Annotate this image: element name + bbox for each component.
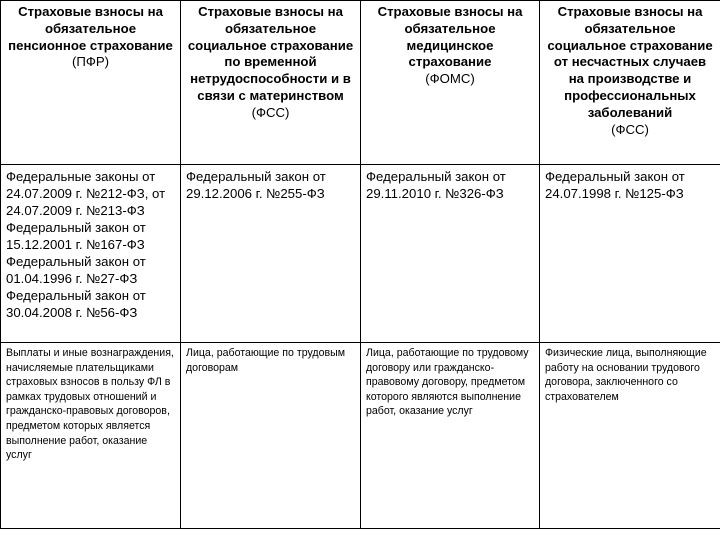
header-title: Страховые взносы на обязательное медицинское страхование xyxy=(377,4,523,70)
header-abbr: (ФСС) xyxy=(251,104,290,120)
header-cell-foms xyxy=(361,1,540,165)
header-abbr: (ФОМС) xyxy=(425,71,475,87)
table-row-laws xyxy=(1,165,720,343)
header-cell-fss-temporary xyxy=(181,1,361,165)
payers-cell-foms xyxy=(361,343,540,529)
payers-text: Физические лица, выполняющие работу на основании трудового договора, заключенного со страхователем xyxy=(545,347,707,403)
laws-cell-pfr xyxy=(1,165,181,343)
payers-cell-fss-temporary xyxy=(181,343,361,529)
laws-cell-fss-accidents xyxy=(540,165,720,343)
header-cell-pfr xyxy=(1,1,181,165)
payers-cell-fss-accidents xyxy=(540,343,720,529)
payers-text: Выплаты и иные вознаграждения, начисляемые плательщиками страховых взносов в пользу ФЛ в рамках трудовых отношений и гражданско-правовых договоров, предметом которых является выполнение работ, оказание услуг xyxy=(6,347,174,462)
header-abbr: (ПФР) xyxy=(71,54,110,70)
payers-text: Лица, работающие по трудовому договору или гражданско-правовому договору, предметом которого являются выполнение работ, оказание услуг xyxy=(366,347,529,418)
table-header-row xyxy=(1,1,720,165)
header-abbr: (ФСС) xyxy=(611,121,649,137)
laws-cell-fss-temporary xyxy=(181,165,361,343)
table-row-payers xyxy=(1,343,720,529)
laws-text: Федеральный закон от 29.12.2006 г. №255-ФЗ xyxy=(186,169,326,201)
laws-text: Федеральный закон от 29.11.2010 г. №326-ФЗ xyxy=(366,169,506,201)
header-title: Страховые взносы на обязательное социальное страхование по временной нетрудоспособности и в связи с материнством xyxy=(187,4,354,103)
laws-text: Федеральные законы от 24.07.2009 г. №212-ФЗ, от 24.07.2009 г. №213-ФЗ Федеральный закон от 15.12.2001 г. №167-ФЗ Федеральный закон от 01.04.1996 г. №27-ФЗ Федеральный закон от 30.04.2008 г. №56-ФЗ xyxy=(6,169,166,320)
laws-text: Федеральный закон от 24.07.1998 г. №125-ФЗ xyxy=(545,169,685,201)
payers-text: Лица, работающие по трудовым договорам xyxy=(186,347,346,374)
laws-cell-foms xyxy=(361,165,540,343)
header-title: Страховые взносы на обязательное пенсионное страхование xyxy=(8,4,173,53)
header-cell-fss-accidents xyxy=(540,1,720,165)
payers-cell-pfr xyxy=(1,343,181,529)
header-title: Страховые взносы на обязательное социальное страхование от несчастных случаев на производстве и профессиональных заболеваний xyxy=(547,4,713,120)
